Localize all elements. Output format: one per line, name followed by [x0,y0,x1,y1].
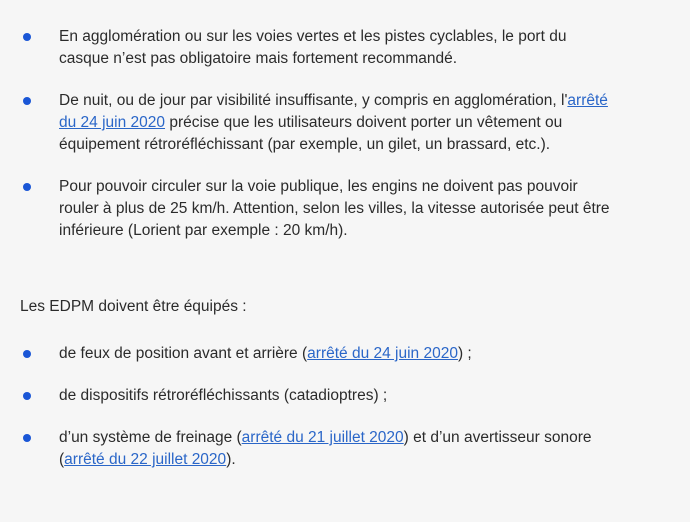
bullet-icon [23,434,31,442]
arrete-link[interactable]: arrêté du 22 juillet 2020 [64,451,227,468]
arrete-link[interactable]: arrêté du 24 juin 2020 [59,92,608,131]
list-two-item [0,427,690,471]
equipment-list [0,343,690,491]
article-content [0,26,690,242]
info-list [0,26,690,242]
list-two-item [0,343,690,365]
item-text: Pour pouvoir circuler sur la voie publique, les engins ne doivent pas pouvoir rouler à plus de 25 km/h. Attention, selon les villes, la vitesse autorisée peut être inférieure (Lorient par exemple : 20 km/h). [59,178,610,239]
item-text: De nuit, ou de jour par visibilité insuffisante, y compris en agglomération, l' [59,92,568,109]
equipment-intro: Les EDPM doivent être équipés : [20,298,247,315]
bullet-icon [23,97,31,105]
arrete-link[interactable]: arrêté du 24 juin 2020 [307,345,458,362]
item-text: de dispositifs rétroréfléchissants (catadioptres) ; [59,387,388,404]
bullet-icon [23,350,31,358]
item-text: ) ; [457,345,472,362]
list-one-item [0,26,690,70]
item-text: ) et d’un avertisseur sonore ( [59,429,592,468]
list-one-item [0,176,690,242]
item-text: précise que les utilisateurs doivent porter un vêtement ou équipement rétroréfléchissant (par exemple, un gilet, un brassard, etc.). [59,114,563,153]
bullet-icon [23,183,31,191]
item-text: de feux de position avant et arrière ( [59,345,308,362]
item-text: En agglomération ou sur les voies vertes et les pistes cyclables, le port du casque n’est pas obligatoire mais fortement recommandé. [59,28,567,67]
bullet-icon [23,33,31,41]
list-one-item [0,90,690,156]
item-text: d’un système de freinage ( [59,429,242,446]
list-two-item [0,385,690,407]
bullet-icon [23,392,31,400]
item-text: ). [226,451,236,468]
arrete-link[interactable]: arrêté du 21 juillet 2020 [241,429,404,446]
